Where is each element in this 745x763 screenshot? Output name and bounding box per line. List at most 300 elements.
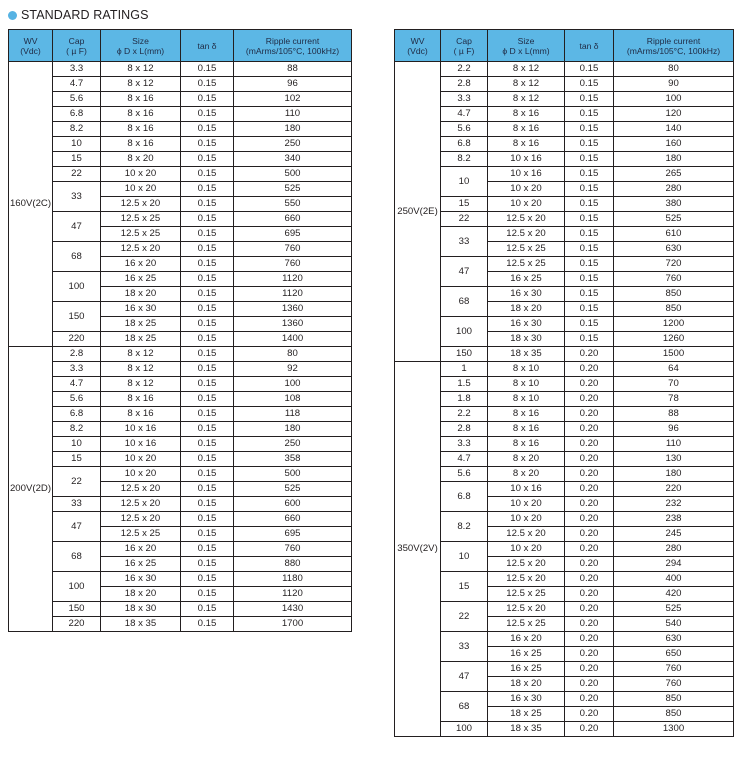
table-row	[395, 512, 734, 527]
ripple-cell: 100	[614, 92, 734, 107]
table-row	[395, 347, 734, 362]
table-row	[9, 272, 352, 287]
header-cap: Cap ( µ F)	[441, 30, 488, 62]
tan-cell: 0.20	[565, 392, 614, 407]
header-wv: WV (Vdc)	[395, 30, 441, 62]
table-row	[9, 602, 352, 617]
table-row	[9, 407, 352, 422]
size-cell: 10 x 16	[488, 167, 565, 182]
ripple-cell: 120	[614, 107, 734, 122]
cap-cell: 4.7	[53, 377, 101, 392]
tan-cell: 0.15	[181, 572, 234, 587]
ripple-cell: 1700	[234, 617, 352, 632]
ripple-cell: 500	[234, 467, 352, 482]
table-row	[395, 92, 734, 107]
tan-cell: 0.15	[181, 272, 234, 287]
tan-cell: 0.15	[181, 602, 234, 617]
size-cell: 10 x 20	[101, 182, 181, 197]
tan-cell: 0.20	[565, 482, 614, 497]
section-title	[8, 7, 149, 23]
size-cell: 18 x 35	[488, 722, 565, 737]
table-row	[9, 302, 352, 317]
size-cell: 18 x 35	[101, 617, 181, 632]
tan-cell: 0.15	[181, 152, 234, 167]
table-row	[9, 467, 352, 482]
tan-cell: 0.15	[181, 542, 234, 557]
size-cell: 8 x 10	[488, 362, 565, 377]
size-cell: 10 x 16	[488, 482, 565, 497]
size-cell: 12.5 x 25	[488, 242, 565, 257]
tan-cell: 0.15	[565, 197, 614, 212]
table-row	[395, 467, 734, 482]
cap-cell: 3.3	[441, 92, 488, 107]
ripple-cell: 294	[614, 557, 734, 572]
cap-cell: 220	[53, 617, 101, 632]
ripple-cell: 265	[614, 167, 734, 182]
tan-cell: 0.15	[565, 167, 614, 182]
size-cell: 12.5 x 20	[101, 512, 181, 527]
cap-cell: 4.7	[441, 107, 488, 122]
tan-cell: 0.20	[565, 632, 614, 647]
ripple-cell: 630	[614, 242, 734, 257]
tan-cell: 0.15	[565, 92, 614, 107]
header-ripple-current: Ripple current (mArms/105°C, 100kHz)	[234, 30, 352, 62]
tan-cell: 0.15	[181, 512, 234, 527]
cap-cell: 33	[53, 497, 101, 512]
wv-cell: 160V(2C)	[9, 62, 53, 347]
ripple-cell: 180	[234, 122, 352, 137]
tan-cell: 0.15	[181, 137, 234, 152]
tan-cell: 0.15	[565, 77, 614, 92]
table-row	[395, 377, 734, 392]
tan-cell: 0.15	[565, 332, 614, 347]
table-row	[9, 617, 352, 632]
size-cell: 12.5 x 25	[101, 212, 181, 227]
size-cell: 16 x 25	[488, 647, 565, 662]
tan-cell: 0.15	[181, 257, 234, 272]
table-row	[395, 287, 734, 302]
ripple-cell: 760	[614, 662, 734, 677]
table-row	[395, 62, 734, 77]
size-cell: 18 x 30	[488, 332, 565, 347]
tan-cell: 0.20	[565, 377, 614, 392]
size-cell: 10 x 20	[488, 542, 565, 557]
tan-cell: 0.20	[565, 347, 614, 362]
ripple-cell: 88	[614, 407, 734, 422]
ripple-cell: 525	[614, 212, 734, 227]
size-cell: 8 x 16	[101, 92, 181, 107]
ripple-cell: 1360	[234, 317, 352, 332]
header-ripple-current: Ripple current (mArms/105°C, 100kHz)	[614, 30, 734, 62]
ripple-cell: 92	[234, 362, 352, 377]
size-cell: 12.5 x 20	[488, 227, 565, 242]
tan-cell: 0.20	[565, 677, 614, 692]
size-cell: 12.5 x 20	[488, 212, 565, 227]
size-cell: 16 x 30	[101, 302, 181, 317]
table-row	[9, 422, 352, 437]
ripple-cell: 1400	[234, 332, 352, 347]
table-row	[395, 137, 734, 152]
wv-cell: 200V(2D)	[9, 347, 53, 632]
tan-cell: 0.20	[565, 662, 614, 677]
ripple-cell: 70	[614, 377, 734, 392]
table-row	[395, 317, 734, 332]
ripple-cell: 695	[234, 527, 352, 542]
ripple-cell: 850	[614, 692, 734, 707]
tan-cell: 0.15	[181, 587, 234, 602]
tan-cell: 0.15	[565, 257, 614, 272]
header-tan-delta: tan δ	[181, 30, 234, 62]
tan-cell: 0.15	[181, 227, 234, 242]
ripple-cell: 500	[234, 167, 352, 182]
table-row	[9, 152, 352, 167]
cap-cell: 22	[441, 212, 488, 227]
table-row	[9, 92, 352, 107]
cap-cell: 3.3	[441, 437, 488, 452]
tan-cell: 0.20	[565, 617, 614, 632]
tan-cell: 0.20	[565, 362, 614, 377]
bullet-dot-icon	[8, 11, 17, 20]
table-row	[395, 122, 734, 137]
size-cell: 18 x 35	[488, 347, 565, 362]
table-row	[395, 437, 734, 452]
size-cell: 18 x 25	[488, 707, 565, 722]
size-cell: 8 x 12	[488, 92, 565, 107]
ripple-cell: 96	[614, 422, 734, 437]
tan-cell: 0.20	[565, 542, 614, 557]
size-cell: 16 x 25	[488, 662, 565, 677]
size-cell: 12.5 x 25	[101, 227, 181, 242]
table-row	[9, 392, 352, 407]
size-cell: 8 x 16	[101, 392, 181, 407]
header-size: Size ϕ D x L(mm)	[488, 30, 565, 62]
table-row	[9, 182, 352, 197]
header-tan-delta: tan δ	[565, 30, 614, 62]
cap-cell: 8.2	[53, 422, 101, 437]
ripple-cell: 695	[234, 227, 352, 242]
cap-cell: 6.8	[441, 482, 488, 512]
tan-cell: 0.15	[181, 437, 234, 452]
tan-cell: 0.15	[181, 482, 234, 497]
header-wv: WV (Vdc)	[9, 30, 53, 62]
tan-cell: 0.15	[181, 317, 234, 332]
ripple-cell: 850	[614, 707, 734, 722]
size-cell: 8 x 16	[488, 407, 565, 422]
ripple-cell: 238	[614, 512, 734, 527]
cap-cell: 47	[441, 662, 488, 692]
table-row	[9, 437, 352, 452]
table-row	[395, 692, 734, 707]
cap-cell: 68	[441, 287, 488, 317]
ripple-cell: 850	[614, 287, 734, 302]
table-row	[9, 62, 352, 77]
tan-cell: 0.20	[565, 452, 614, 467]
table-row	[9, 242, 352, 257]
tan-cell: 0.15	[181, 617, 234, 632]
size-cell: 18 x 20	[488, 677, 565, 692]
ripple-cell: 380	[614, 197, 734, 212]
size-cell: 16 x 25	[101, 557, 181, 572]
tan-cell: 0.20	[565, 407, 614, 422]
tan-cell: 0.15	[181, 122, 234, 137]
size-cell: 16 x 20	[101, 542, 181, 557]
size-cell: 16 x 30	[488, 287, 565, 302]
cap-cell: 68	[441, 692, 488, 722]
table-body	[395, 62, 734, 737]
size-cell: 8 x 12	[488, 62, 565, 77]
cap-cell: 47	[53, 212, 101, 242]
cap-cell: 3.3	[53, 62, 101, 77]
ripple-cell: 660	[234, 212, 352, 227]
size-cell: 8 x 12	[101, 347, 181, 362]
size-cell: 10 x 20	[101, 467, 181, 482]
cap-cell: 1	[441, 362, 488, 377]
ripple-cell: 80	[234, 347, 352, 362]
cap-cell: 4.7	[441, 452, 488, 467]
cap-cell: 15	[441, 572, 488, 602]
tan-cell: 0.15	[565, 272, 614, 287]
ripple-cell: 130	[614, 452, 734, 467]
tan-cell: 0.20	[565, 722, 614, 737]
tan-cell: 0.15	[181, 392, 234, 407]
tan-cell: 0.15	[181, 287, 234, 302]
size-cell: 8 x 16	[488, 437, 565, 452]
tan-cell: 0.20	[565, 437, 614, 452]
tan-cell: 0.15	[565, 227, 614, 242]
ripple-cell: 180	[614, 467, 734, 482]
ripple-cell: 760	[614, 677, 734, 692]
cap-cell: 10	[53, 137, 101, 152]
table-row	[395, 482, 734, 497]
table-row	[9, 167, 352, 182]
ripple-cell: 88	[234, 62, 352, 77]
cap-cell: 5.6	[441, 122, 488, 137]
wv-cell: 250V(2E)	[395, 62, 441, 362]
ripple-cell: 540	[614, 617, 734, 632]
tan-cell: 0.20	[565, 572, 614, 587]
cap-cell: 15	[441, 197, 488, 212]
size-cell: 18 x 25	[101, 332, 181, 347]
tan-cell: 0.15	[181, 557, 234, 572]
size-cell: 16 x 20	[488, 632, 565, 647]
ripple-cell: 250	[234, 137, 352, 152]
size-cell: 16 x 25	[488, 272, 565, 287]
size-cell: 12.5 x 25	[488, 617, 565, 632]
cap-cell: 5.6	[441, 467, 488, 482]
table-row	[395, 362, 734, 377]
tan-cell: 0.20	[565, 527, 614, 542]
tan-cell: 0.15	[565, 302, 614, 317]
table-row	[395, 257, 734, 272]
tan-cell: 0.15	[181, 527, 234, 542]
tan-cell: 0.15	[181, 407, 234, 422]
cap-cell: 68	[53, 542, 101, 572]
size-cell: 18 x 25	[101, 317, 181, 332]
cap-cell: 6.8	[441, 137, 488, 152]
tan-cell: 0.15	[181, 452, 234, 467]
cap-cell: 4.7	[53, 77, 101, 92]
cap-cell: 2.2	[441, 407, 488, 422]
table-row	[9, 512, 352, 527]
cap-cell: 10	[441, 167, 488, 197]
ripple-cell: 720	[614, 257, 734, 272]
table-row	[395, 197, 734, 212]
cap-cell: 2.2	[441, 62, 488, 77]
cap-cell: 3.3	[53, 362, 101, 377]
table-row	[9, 542, 352, 557]
table-body	[9, 62, 352, 632]
wv-cell: 350V(2V)	[395, 362, 441, 737]
ripple-cell: 1300	[614, 722, 734, 737]
ripple-cell: 358	[234, 452, 352, 467]
ripple-cell: 118	[234, 407, 352, 422]
table-row	[9, 572, 352, 587]
cap-cell: 1.5	[441, 377, 488, 392]
ripple-cell: 1360	[234, 302, 352, 317]
size-cell: 10 x 20	[101, 452, 181, 467]
ripple-cell: 232	[614, 497, 734, 512]
header-row	[395, 30, 734, 62]
tan-cell: 0.20	[565, 587, 614, 602]
cap-cell: 10	[441, 542, 488, 572]
ripple-cell: 600	[234, 497, 352, 512]
cap-cell: 68	[53, 242, 101, 272]
cap-cell: 2.8	[441, 77, 488, 92]
table-row	[395, 662, 734, 677]
size-cell: 8 x 16	[488, 422, 565, 437]
ripple-cell: 160	[614, 137, 734, 152]
table-row	[395, 77, 734, 92]
cap-cell: 10	[53, 437, 101, 452]
ripple-cell: 108	[234, 392, 352, 407]
table-row	[395, 392, 734, 407]
tan-cell: 0.15	[565, 182, 614, 197]
cap-cell: 100	[53, 572, 101, 602]
tan-cell: 0.15	[565, 242, 614, 257]
ripple-cell: 760	[614, 272, 734, 287]
table-row	[395, 212, 734, 227]
size-cell: 8 x 20	[101, 152, 181, 167]
tan-cell: 0.15	[181, 347, 234, 362]
ripple-cell: 650	[614, 647, 734, 662]
table-row	[395, 407, 734, 422]
size-cell: 8 x 12	[101, 77, 181, 92]
cap-cell: 2.8	[53, 347, 101, 362]
table-row	[395, 167, 734, 182]
size-cell: 18 x 20	[101, 587, 181, 602]
table-row	[9, 497, 352, 512]
tan-cell: 0.20	[565, 647, 614, 662]
size-cell: 8 x 16	[488, 122, 565, 137]
size-cell: 12.5 x 25	[488, 587, 565, 602]
size-cell: 18 x 30	[101, 602, 181, 617]
tan-cell: 0.15	[565, 287, 614, 302]
tan-cell: 0.20	[565, 497, 614, 512]
cap-cell: 220	[53, 332, 101, 347]
cap-cell: 2.8	[441, 422, 488, 437]
tan-cell: 0.15	[181, 467, 234, 482]
tan-cell: 0.15	[181, 422, 234, 437]
size-cell: 12.5 x 20	[488, 557, 565, 572]
cap-cell: 22	[53, 167, 101, 182]
size-cell: 8 x 12	[488, 77, 565, 92]
cap-cell: 100	[53, 272, 101, 302]
tan-cell: 0.15	[565, 122, 614, 137]
ripple-cell: 250	[234, 437, 352, 452]
size-cell: 18 x 20	[101, 287, 181, 302]
size-cell: 12.5 x 20	[101, 482, 181, 497]
size-cell: 12.5 x 20	[101, 497, 181, 512]
size-cell: 16 x 30	[101, 572, 181, 587]
size-cell: 8 x 12	[101, 362, 181, 377]
tan-cell: 0.15	[565, 212, 614, 227]
size-cell: 8 x 10	[488, 377, 565, 392]
size-cell: 10 x 20	[101, 167, 181, 182]
table-row	[395, 422, 734, 437]
size-cell: 8 x 20	[488, 452, 565, 467]
tan-cell: 0.15	[181, 77, 234, 92]
size-cell: 10 x 16	[488, 152, 565, 167]
tan-cell: 0.20	[565, 692, 614, 707]
cap-cell: 6.8	[53, 407, 101, 422]
tan-cell: 0.15	[181, 332, 234, 347]
table-row	[9, 212, 352, 227]
tan-cell: 0.20	[565, 422, 614, 437]
table-row	[9, 377, 352, 392]
tan-cell: 0.15	[181, 302, 234, 317]
size-cell: 10 x 20	[488, 512, 565, 527]
table-row	[9, 77, 352, 92]
ripple-cell: 1260	[614, 332, 734, 347]
size-cell: 10 x 20	[488, 497, 565, 512]
size-cell: 8 x 12	[101, 377, 181, 392]
cap-cell: 33	[53, 182, 101, 212]
ripple-cell: 550	[234, 197, 352, 212]
cap-cell: 22	[53, 467, 101, 497]
size-cell: 8 x 16	[488, 137, 565, 152]
cap-cell: 47	[53, 512, 101, 542]
ripple-cell: 1430	[234, 602, 352, 617]
size-cell: 8 x 12	[101, 62, 181, 77]
ripple-cell: 110	[234, 107, 352, 122]
tan-cell: 0.15	[565, 317, 614, 332]
size-cell: 8 x 16	[101, 137, 181, 152]
size-cell: 18 x 20	[488, 302, 565, 317]
size-cell: 16 x 30	[488, 317, 565, 332]
ripple-cell: 280	[614, 542, 734, 557]
cap-cell: 100	[441, 317, 488, 347]
table-row	[9, 452, 352, 467]
table-row	[395, 107, 734, 122]
table-row	[395, 152, 734, 167]
table-row	[395, 722, 734, 737]
ripple-cell: 525	[614, 602, 734, 617]
ripple-cell: 180	[234, 422, 352, 437]
header-size: Size ϕ D x L(mm)	[101, 30, 181, 62]
size-cell: 12.5 x 20	[488, 602, 565, 617]
ripple-cell: 760	[234, 542, 352, 557]
tan-cell: 0.15	[181, 107, 234, 122]
ripple-cell: 1120	[234, 587, 352, 602]
ripple-cell: 880	[234, 557, 352, 572]
ripple-cell: 140	[614, 122, 734, 137]
size-cell: 8 x 10	[488, 392, 565, 407]
tan-cell: 0.20	[565, 512, 614, 527]
ripple-cell: 80	[614, 62, 734, 77]
ripple-cell: 100	[234, 377, 352, 392]
section-title-text: STANDARD RATINGS	[21, 8, 149, 22]
cap-cell: 5.6	[53, 392, 101, 407]
